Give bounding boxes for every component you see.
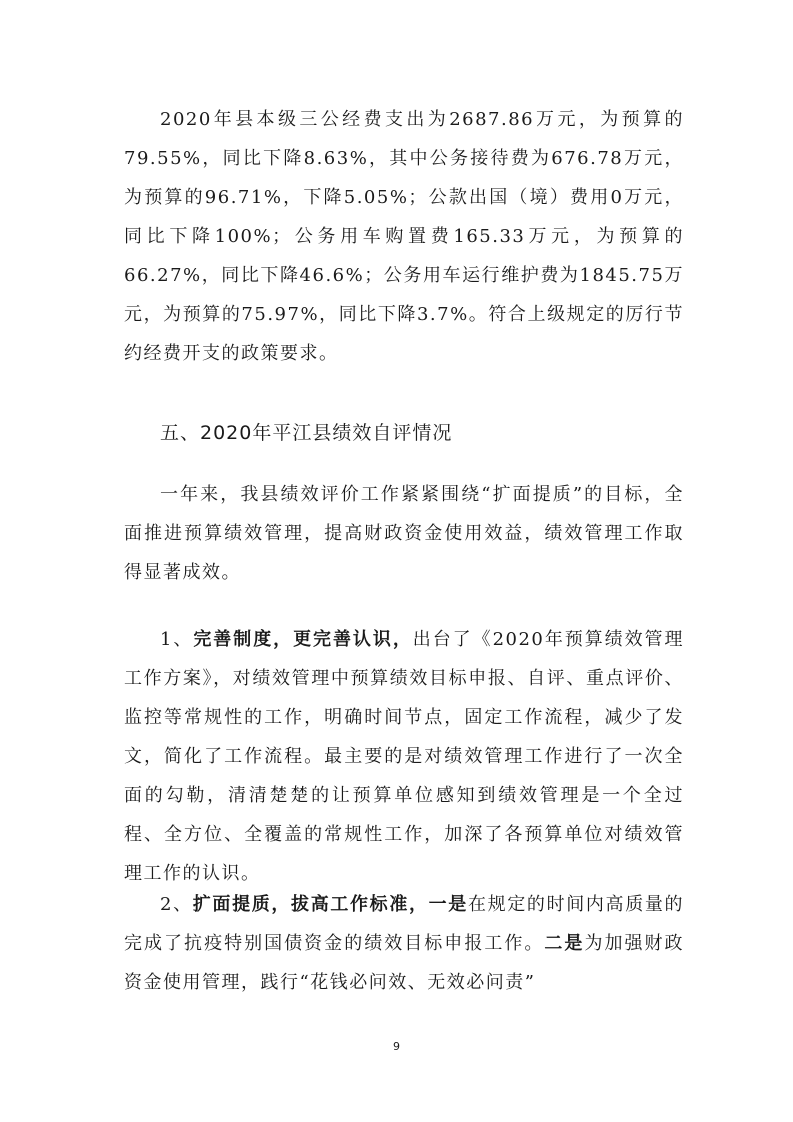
- paragraph-item-1: [124, 620, 684, 893]
- item-1-number: 1、: [160, 629, 194, 650]
- item-2-point-2-text: 为加强财政资金使用管理，践行“花钱必问效、无效必问责”: [124, 933, 685, 993]
- item-1-body: 出台了《2020年预算绩效管理工作方案》，对绩效管理中预算绩效目标申报、自评、重点评价、监控等常规性的工作，明确时间节点，固定工作流程，减少了发文，简化了工作流程。最主要的是对绩效管理工作进行了一次全面的勾勒，清清楚楚的让预算单位感知到绩效管理是一个全过程、全方位、全覆盖的常规性工作，加深了各预算单位对绩效管理工作的认识。: [124, 629, 685, 884]
- item-2-bold-title: 扩面提质，拔高工作标准，: [192, 894, 429, 915]
- paragraph-three-public-expenses: 2020年县本级三公经费支出为2687.86万元，为预算的79.55%，同比下降8.63%，其中公务接待费为676.78万元，为预算的96.71%，下降5.05%；公款出国（境）费用0万元，同比下降100%；公务用车购置费165.33万元，为预算的66.27%，同比下降46.6%；公务用车运行维护费为1845.75万元，为预算的75.97%，同比下降3.7%。符合上级规定的厉行节约经费开支的政策要求。: [124, 109, 684, 364]
- section-heading: 五、2020年平江县绩效自评情况: [160, 422, 453, 444]
- item-2-point-1-text: 在规定的时间内高质量的完成了抗疫特别国债资金的绩效目标申报工作。: [124, 894, 685, 954]
- item-1-bold-title: 完善制度，更完善认识，: [193, 629, 413, 650]
- paragraph-item-2: [124, 885, 684, 1002]
- page-number: 9: [393, 1040, 400, 1053]
- item-2-point-1-label: 一是: [428, 894, 468, 915]
- paragraph-performance-overview: 一年来，我县绩效评价工作紧紧围绕“扩面提质”的目标，全面推进预算绩效管理，提高财政资金使用效益，绩效管理工作取得显著成效。: [124, 484, 684, 583]
- item-2-number: 2、: [160, 894, 193, 915]
- item-2-point-2-label: 二是: [544, 933, 585, 954]
